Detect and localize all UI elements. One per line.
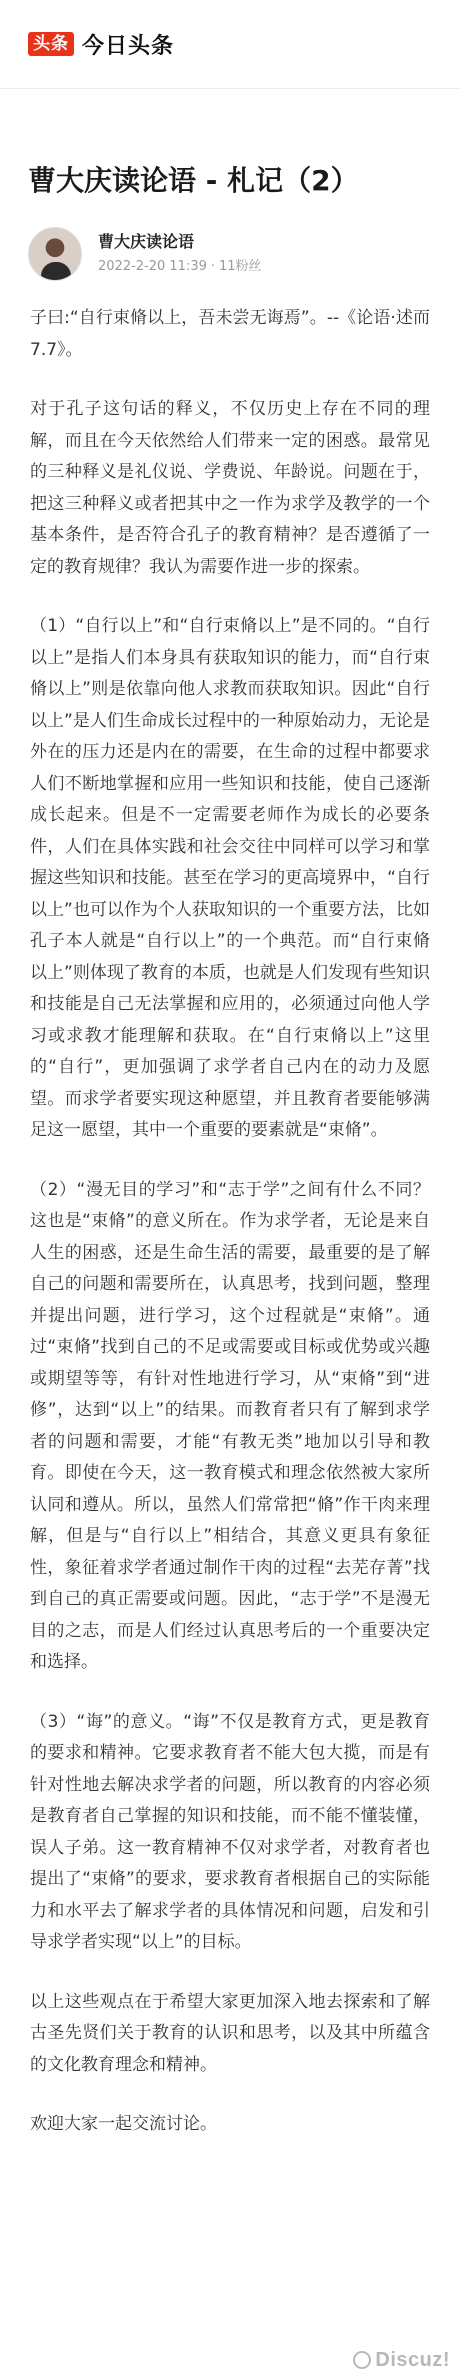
article-body xyxy=(30,303,430,2141)
avatar-figure xyxy=(41,262,71,281)
paragraph-closing: 欢迎大家一起交流讨论。 xyxy=(30,2114,217,2134)
paragraph-intro: 对于孔子这句话的释义，不仅历史上存在不同的理解，而且在今天依然给人们带来一定的困惑。最常见的三种释义是礼仪说、学费说、年龄说。问题在于，把这三种释义或者把其中之一作为求学及教学的一个基本条件，是否符合孔子的教育精神？是否遵循了一定的教育规律？我认为需要作进一步的探索。 xyxy=(30,399,430,577)
paragraph-point-2: （2）“漫无目的学习”和“志于学”之间有什么不同？这也是“束脩”的意义所在。作为求学者，无论是来自人生的困惑，还是生命生活的需要，最重要的是了解自己的问题和需要所在，认真思考，找到问题，整理并提出问题，进行学习，这个过程就是“束脩”。通过“束脩”找到自己的不足或需要或目标或优势或兴趣或期望等等，有针对性地进行学习，从“束脩”到“进修”，达到“以上”的结果。而教育者只有了解到求学者的问题和需要，才能“有教无类”地加以引导和教育。即使在今天，这一教育模式和理念依然被大家所认同和遵从。所以，虽然人们常常把“脩”作干肉来理解，但是与“自行以上”相结合，其意义更具有象征性，象征着求学者通过制作干肉的过程“去芜存菁”找到自己的真正需要或问题。因此，“志于学”不是漫无目的之志，而是人们经过认真思考后的一个重要决定和选择。 xyxy=(30,1179,430,1672)
author-meta xyxy=(98,231,262,277)
paragraph-quote: 子曰:“自行束脩以上，吾未尝无诲焉”。--《论语·述而7.7》。 xyxy=(30,308,430,360)
paragraph-point-1: （1）“自行以上”和“自行束脩以上”是不同的。“自行以上”是指人们本身具有获取知识的能力，而“自行束脩以上”则是依靠向他人求教而获取知识。因此“自行以上”是人们生命成长过程中的一种原始动力，无论是外在的压力还是内在的需要，在生命的过程中都要求人们不断地掌握和应用一些知识和技能，使自己逐渐成长起来。但是不一定需要老师作为成长的必要条件，人们在具体实践和社会交往中同样可以学习和掌握这些知识和技能。甚至在学习的更高境界中，“自行以上”也可以作为个人获取知识的一个重要方法，比如孔子本人就是“自行以上”的一个典范。而“自行束脩以上”则体现了教育的本质，也就是人们发现有些知识和技能是自己无法掌握和应用的，必须通过向他人学习或求教才能理解和获取。在“自行束脩以上”这里的“自行”，更加强调了求学者自己内在的动力及愿望。而求学者要实现这种愿望，并且教育者要能够满足这一愿望，其中一个重要的要素就是“束脩”。 xyxy=(30,616,430,1140)
meta-separator: · xyxy=(210,259,216,274)
app-header xyxy=(0,0,460,88)
paragraph-conclusion: 以上这些观点在于希望大家更加深入地去探索和了解古圣先贤们关于教育的认识和思考，以及其中所蕴含的文化教育理念和精神。 xyxy=(30,1991,430,2075)
publish-info xyxy=(98,257,262,277)
author-avatar[interactable] xyxy=(28,227,82,281)
author-info xyxy=(28,227,432,281)
paragraph-point-3: （3）“诲”的意义。“诲”不仅是教育方式，更是教育的要求和精神。它要求教育者不能大包大揽，而是有针对性地去解决求学者的问题，所以教育的内容必须是教育者自己掌握的知识和技能，而不能不懂装懂，误人子弟。这一教育精神不仅对求学者，对教育者也提出了“束脩”的要求，要求教育者根据自己的实际能力和水平去了解求学者的具体情况和问题，启发和引导求学者实现“以上”的目标。 xyxy=(30,1711,430,1952)
header-divider xyxy=(0,88,460,89)
discuz-watermark xyxy=(353,2349,450,2372)
publish-date: 2022-2-20 11:39 xyxy=(98,259,207,274)
author-name[interactable]: 曹大庆读论语 xyxy=(98,232,195,251)
watermark-logo-icon xyxy=(353,2351,371,2369)
toutiao-logo[interactable]: 头条 xyxy=(28,32,74,56)
app-name[interactable]: 今日头条 xyxy=(82,33,175,59)
watermark-text: Discuz! xyxy=(375,2349,450,2371)
follower-count: 11粉丝 xyxy=(219,259,262,274)
article-title: 曹大庆读论语 - 札记（2） xyxy=(28,164,359,197)
